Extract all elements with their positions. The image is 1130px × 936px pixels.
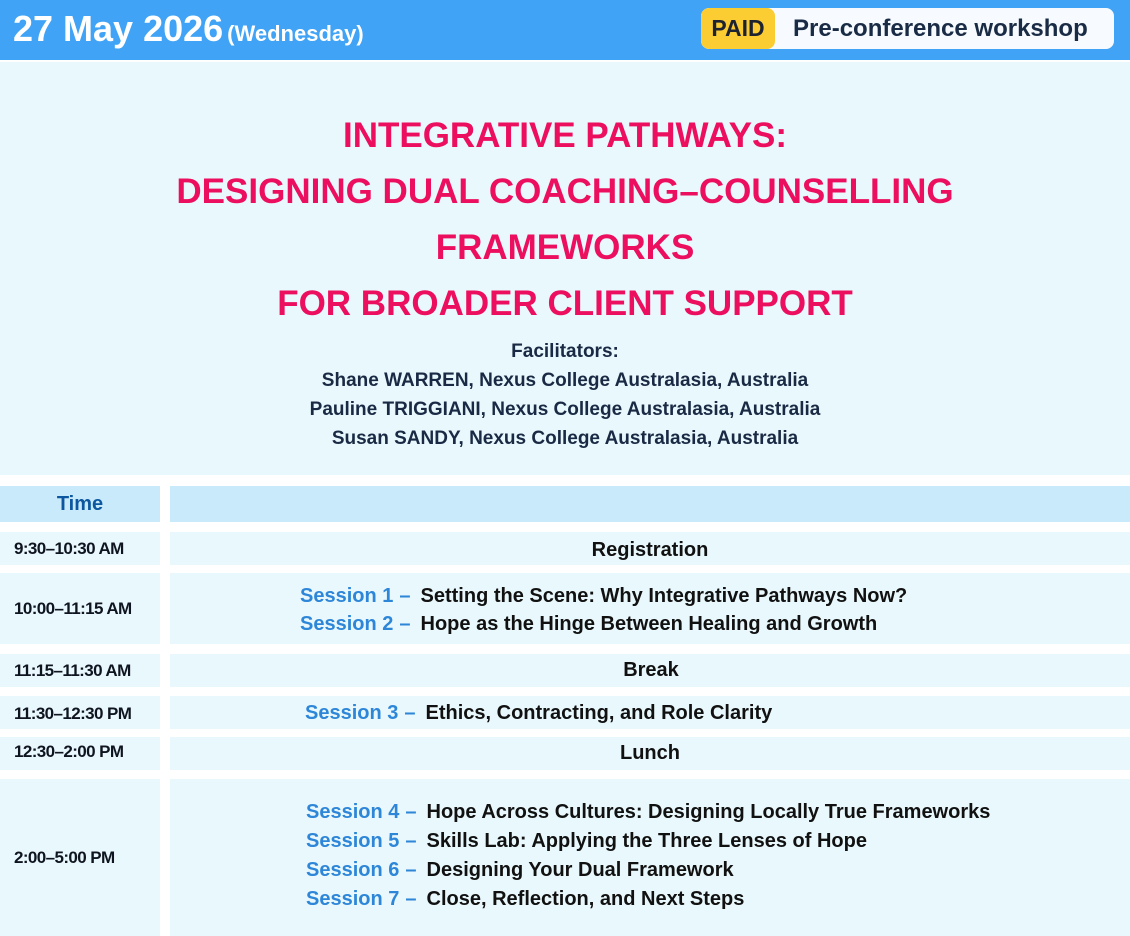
workshop-type-label: Pre-conference workshop bbox=[793, 15, 1088, 42]
time-cell: 9:30–10:30 AM bbox=[0, 532, 160, 565]
session-title: Designing Your Dual Framework bbox=[426, 859, 734, 881]
facilitators-block bbox=[0, 337, 1130, 453]
facilitators-label: Facilitators: bbox=[511, 341, 619, 362]
session-line: Session 3 – Ethics, Contracting, and Role Clarity bbox=[305, 702, 773, 724]
time-cell: 11:15–11:30 AM bbox=[0, 654, 160, 687]
session-title: Close, Reflection, and Next Steps bbox=[426, 888, 745, 910]
date-text: 27 May 2026 bbox=[13, 8, 224, 49]
facilitator: Pauline TRIGGIANI, Nexus College Australasia, Australia bbox=[309, 399, 821, 420]
session-number: Session 4 bbox=[306, 801, 400, 823]
date-heading bbox=[13, 7, 364, 56]
session-title: Setting the Scene: Why Integrative Pathways Now? bbox=[420, 585, 908, 607]
sessions-cell bbox=[170, 779, 1130, 936]
sessions-cell bbox=[170, 696, 1130, 729]
session-line: Session 6 – Designing Your Dual Framework bbox=[306, 859, 734, 881]
paid-badge: PAID bbox=[701, 8, 775, 49]
session-number: Session 3 bbox=[305, 702, 399, 724]
session-title: Hope Across Cultures: Designing Locally True Frameworks bbox=[426, 801, 991, 823]
session-title: Hope as the Hinge Between Healing and Growth bbox=[420, 613, 878, 635]
time-cell: 11:30–12:30 PM bbox=[0, 696, 160, 729]
session-line: Session 5 – Skills Lab: Applying the Three Lenses of Hope bbox=[306, 830, 867, 852]
time-cell: 10:00–11:15 AM bbox=[0, 573, 160, 644]
workshop-type-pill bbox=[701, 8, 1114, 49]
session-number: Session 6 bbox=[306, 859, 400, 881]
session-line: Session 7 – Close, Reflection, and Next Steps bbox=[306, 888, 745, 910]
session-line: Session 1 – Setting the Scene: Why Integrative Pathways Now? bbox=[300, 585, 908, 607]
sessions-cell bbox=[170, 573, 1130, 644]
session-number: Session 7 bbox=[306, 888, 400, 910]
time-cell: 12:30–2:00 PM bbox=[0, 737, 160, 770]
lunch-cell: Lunch bbox=[170, 737, 1130, 770]
title-line: INTEGRATIVE PATHWAYS: bbox=[342, 116, 787, 155]
session-title: Skills Lab: Applying the Three Lenses of Hope bbox=[426, 830, 867, 852]
time-cell: 2:00–5:00 PM bbox=[0, 779, 160, 936]
session-column-header bbox=[170, 486, 1130, 522]
time-column-header: Time bbox=[0, 486, 160, 522]
session-line: Session 4 – Hope Across Cultures: Designing Locally True Frameworks bbox=[306, 801, 991, 823]
session-number: Session 2 bbox=[300, 613, 394, 635]
title-line: FOR BROADER CLIENT SUPPORT bbox=[277, 284, 853, 323]
top-banner bbox=[0, 0, 1130, 60]
registration-cell: Registration bbox=[170, 532, 1130, 565]
title-line: DESIGNING DUAL COACHING–COUNSELLING bbox=[176, 172, 954, 211]
facilitator: Shane WARREN, Nexus College Australasia, Australia bbox=[321, 370, 809, 391]
title-line: FRAMEWORKS bbox=[435, 228, 695, 267]
workshop-title bbox=[0, 108, 1130, 332]
session-title: Ethics, Contracting, and Role Clarity bbox=[425, 702, 773, 724]
facilitator: Susan SANDY, Nexus College Australasia, Australia bbox=[331, 428, 799, 449]
weekday-text: (Wednesday) bbox=[227, 21, 364, 46]
session-number: Session 1 bbox=[300, 585, 394, 607]
session-number: Session 5 bbox=[306, 830, 400, 852]
break-cell: Break bbox=[170, 654, 1130, 687]
session-line: Session 2 – Hope as the Hinge Between Healing and Growth bbox=[300, 613, 878, 635]
